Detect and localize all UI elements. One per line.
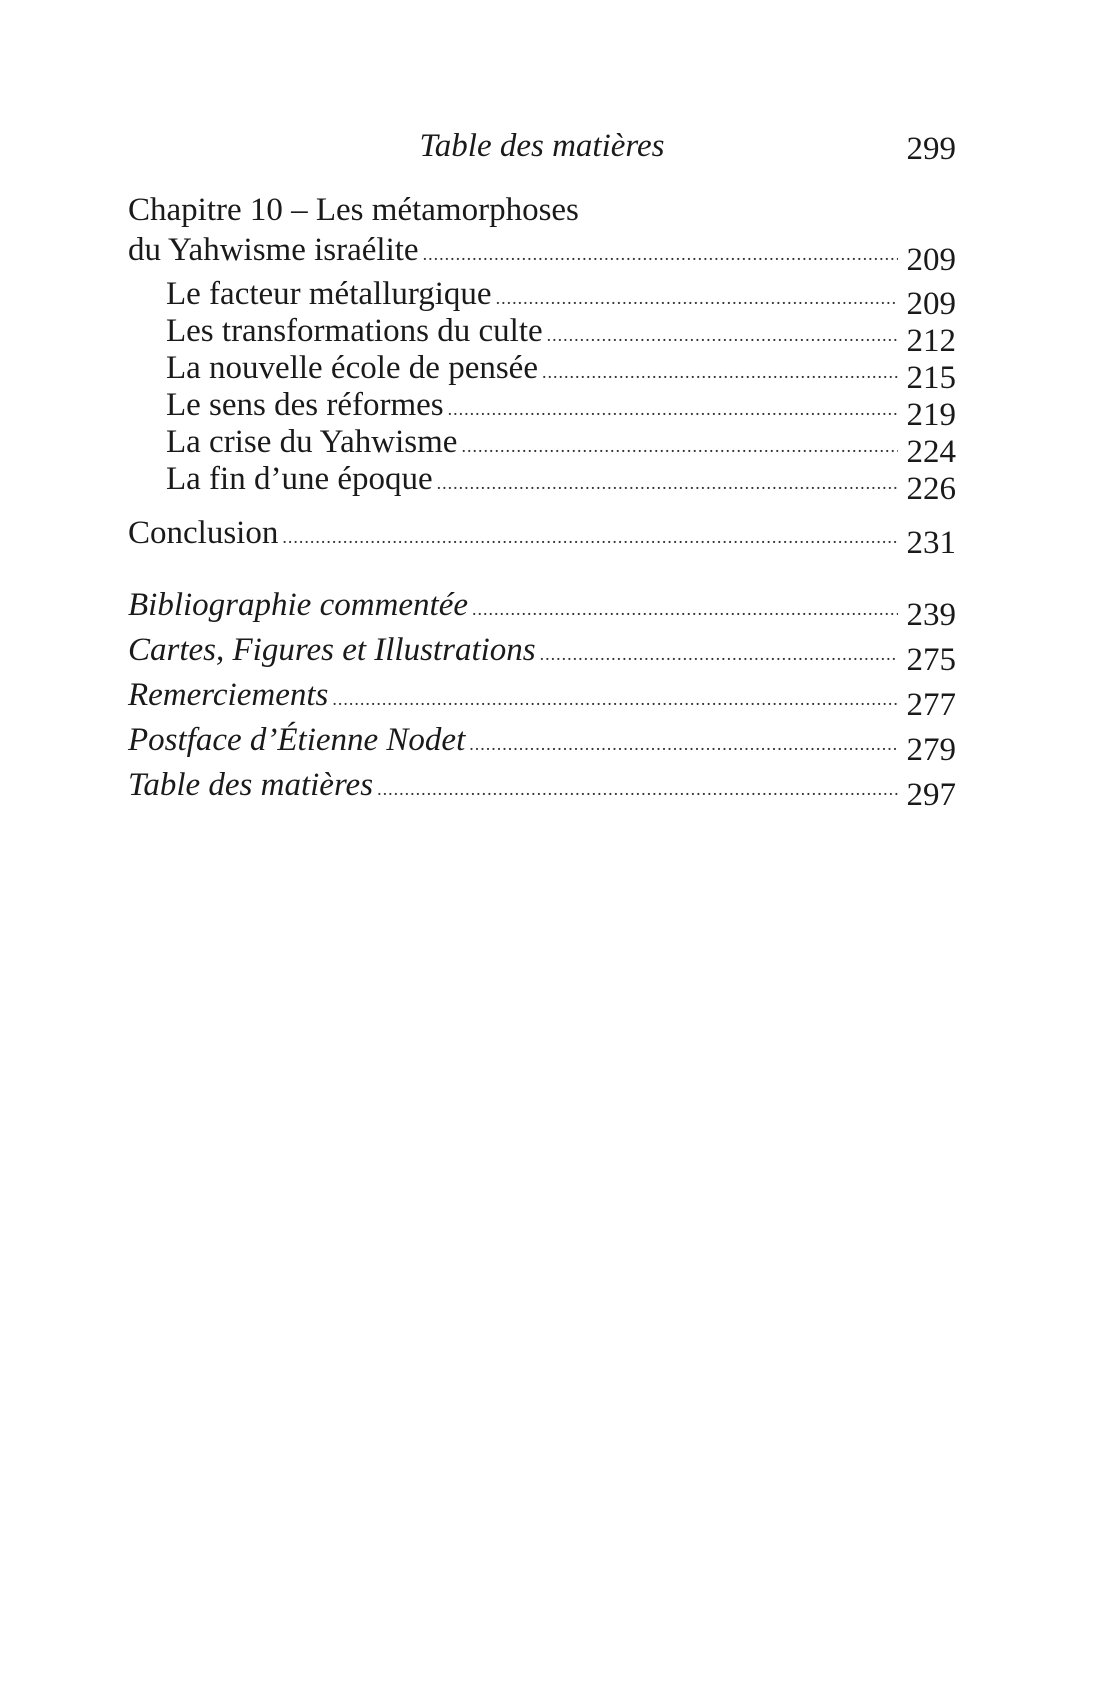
page-number: 231 xyxy=(906,525,956,561)
toc-entry-back-matter xyxy=(128,587,956,633)
dot-leader xyxy=(423,244,898,265)
back-matter-label: Postface d’Étienne Nodet xyxy=(128,722,466,758)
section-label: La crise du Yahwisme xyxy=(166,424,458,460)
page-number: 277 xyxy=(906,687,956,723)
chapter-title-line1: Chapitre 10 – Les métamorphoses xyxy=(128,192,579,228)
dot-leader xyxy=(547,325,898,346)
dot-leader xyxy=(469,734,898,755)
page-number: 215 xyxy=(906,360,956,396)
section-label: Le sens des réformes xyxy=(166,387,444,423)
back-matter-label: Cartes, Figures et Illustrations xyxy=(128,632,536,668)
toc-entry-back-matter xyxy=(128,632,956,678)
page-number: 209 xyxy=(906,242,956,278)
section-label: Les transformations du culte xyxy=(166,313,543,349)
back-matter-label: Table des matières xyxy=(128,767,374,803)
toc-entry-back-matter xyxy=(128,677,956,723)
page-number: 209 xyxy=(906,286,956,322)
dot-leader xyxy=(437,473,898,494)
section-label: La nouvelle école de pensée xyxy=(166,350,538,386)
page-number: 224 xyxy=(906,434,956,470)
dot-leader xyxy=(540,644,898,665)
back-matter-label: Bibliographie commentée xyxy=(128,587,468,623)
running-head-title: Table des matières xyxy=(419,128,665,164)
running-head xyxy=(128,128,956,178)
dot-leader xyxy=(472,599,898,620)
dot-leader xyxy=(461,436,898,457)
page-number: 239 xyxy=(906,597,956,633)
page-number: 279 xyxy=(906,732,956,768)
page-number: 297 xyxy=(906,777,956,813)
dot-leader xyxy=(496,288,898,309)
page-number: 226 xyxy=(906,471,956,507)
toc-entry-back-matter xyxy=(128,767,956,813)
dot-leader xyxy=(377,779,898,800)
section-label: Le facteur métallurgique xyxy=(166,276,492,312)
toc-entry-back-matter xyxy=(128,722,956,768)
chapter-title-line2: du Yahwisme israélite xyxy=(128,232,419,268)
dot-leader xyxy=(282,527,898,548)
page-number: 219 xyxy=(906,397,956,433)
running-head-page-number: 299 xyxy=(906,131,956,167)
dot-leader xyxy=(542,362,898,383)
toc-entry-chapter xyxy=(128,232,956,278)
dot-leader xyxy=(332,689,898,710)
section-label: La fin d’une époque xyxy=(166,461,433,497)
toc-entry-section xyxy=(166,461,956,507)
page-number: 212 xyxy=(906,323,956,359)
back-matter-label: Remerciements xyxy=(128,677,329,713)
page-number: 275 xyxy=(906,642,956,678)
toc-entry-conclusion xyxy=(128,515,956,561)
conclusion-label: Conclusion xyxy=(128,515,279,551)
dot-leader xyxy=(448,399,898,420)
